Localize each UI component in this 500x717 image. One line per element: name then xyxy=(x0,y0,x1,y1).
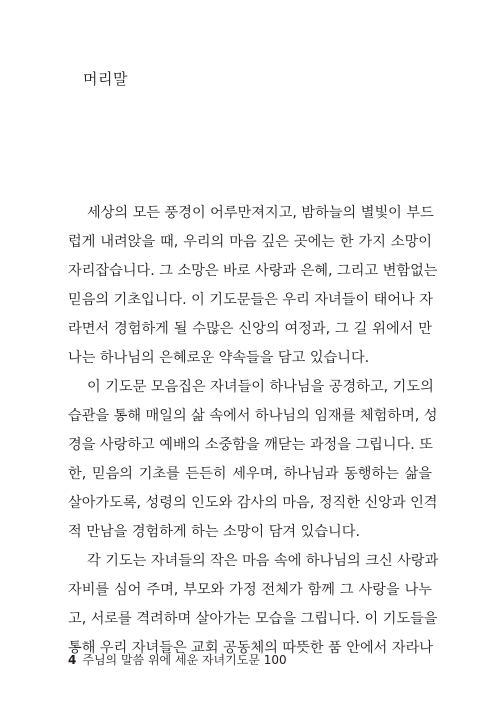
text-line: 경을 사랑하고 예배의 소중함을 깨닫는 과정을 그립니다. 또 xyxy=(68,437,434,453)
page-title: 머리말 xyxy=(83,70,128,88)
text-line: 살아가도록, 성령의 인도와 감사의 마음, 정직한 신앙과 인격 xyxy=(68,495,438,511)
text-line: 이 기도문 모음집은 자녀들이 하나님을 공경하고, 기도의 xyxy=(87,379,434,395)
page-number: 4 xyxy=(68,653,77,667)
running-title: 주님의 말씀 위에 세운 자녀기도문 100 xyxy=(82,653,287,667)
text-line: 자비를 심어 주며, 부모와 가정 전체가 함께 그 사랑을 나누 xyxy=(68,582,432,598)
text-line: 라면서 경험하게 될 수많은 신앙의 여정과, 그 길 위에서 만 xyxy=(68,321,432,337)
text-line: 한, 믿음의 기초를 든든히 세우며, 하나님과 동행하는 삶을 xyxy=(68,466,432,482)
text-line: 세상의 모든 풍경이 어루만져지고, 밤하늘의 별빛이 부드 xyxy=(87,205,434,221)
text-line: 고, 서로를 격려하며 살아가는 모습을 그립니다. 이 기도들을 xyxy=(68,611,438,627)
text-line: 통해 우리 자녀들은 교회 공동체의 따뜻한 품 안에서 자라나 xyxy=(68,640,434,656)
text-line: 믿음의 기초입니다. 이 기도문들은 우리 자녀들이 태어나 자 xyxy=(68,292,434,308)
text-line: 적 만남을 경험하게 하는 소망이 담겨 있습니다. xyxy=(68,524,360,540)
text-line: 나는 하나님의 은혜로운 약속들을 담고 있습니다. xyxy=(68,350,370,366)
text-line: 습관을 통해 매일의 삶 속에서 하나님의 임재를 체험하며, 성 xyxy=(68,408,438,424)
body-text xyxy=(68,199,439,663)
text-line: 자리잡습니다. 그 소망은 바로 사랑과 은혜, 그리고 변함없는 xyxy=(68,263,438,279)
page-footer xyxy=(68,651,287,668)
text-line: 각 기도는 자녀들의 작은 마음 속에 하나님의 크신 사랑과 xyxy=(87,553,439,569)
text-line: 럽게 내려앉을 때, 우리의 마음 깊은 곳에는 한 가지 소망이 xyxy=(68,234,432,250)
